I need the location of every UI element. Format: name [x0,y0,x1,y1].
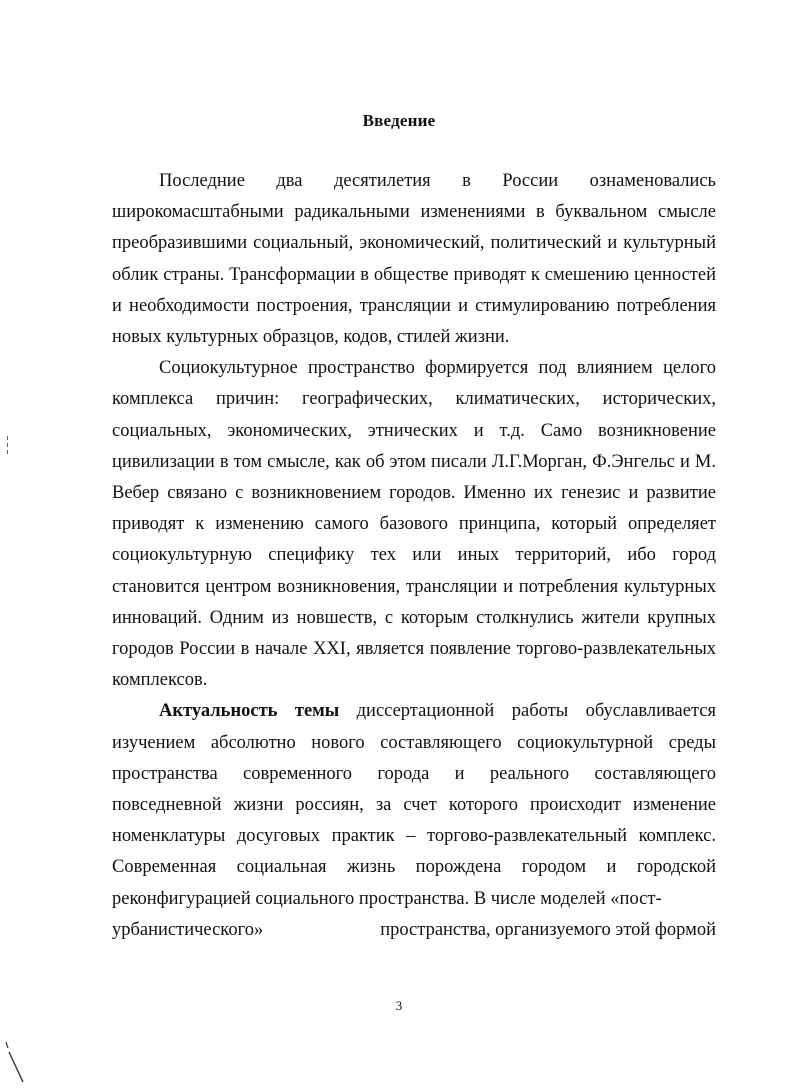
margin-scan-mark [6,436,9,456]
last-line [112,915,716,946]
relevance-heading: Актуальность темы [159,701,340,722]
last-line-left: урбанистического» [112,919,264,940]
relevance-text: диссертационной работы обуславливается изучением абсолютно нового составляющего социокультурной среды пространства современного города и реального составляющего повседневной жизни россиян, за счет которого происходит изменение номенклатуры досуговых практик – торгово-развлекательный комплекс. Современная социальная жизнь порождена городом и городской реконфигурацией социального пространства. В числе моделей «пост- [112,701,716,909]
page-number: 3 [395,998,403,1013]
body-text [112,166,716,946]
paragraph-sociocultural-space: Социокультурное пространство формируется под влиянием целого комплекса причин: географических, климатических, исторических, социальных, экономических, этнических и т.д. Само возникновение цивилизации в том смысле, как об этом писали Л.Г.Морган, Ф.Энгельс и М. Вебер связано с возникновением городов. Именно их генезис и развитие приводят к изменению самого базового принципа, который определяет социокультурную специфику тех или иных территорий, ибо город становится центром возникновения, трансляции и потребления культурных инноваций. Одним из новшеств, с которым столкнулись жители крупных городов России в начале XXI, является появление торгово-развлекательных комплексов. [112,358,716,691]
page-title: Введение [362,111,436,130]
paragraph-relevance [112,696,716,914]
last-line-right: пространства, организуемого этой формой [380,919,716,940]
paragraph-intro: Последние два десятилетия в России ознаменовались широкомасштабными радикальными изменениями в буквальном смысле преобразившими социальный, экономический, политический и культурный облик страны. Трансформации в обществе приводят к смешению ценностей и необходимости построения, трансляции и стимулированию потребления новых культурных образцов, кодов, стилей жизни. [112,171,716,348]
corner-scan-mark [4,1040,26,1084]
